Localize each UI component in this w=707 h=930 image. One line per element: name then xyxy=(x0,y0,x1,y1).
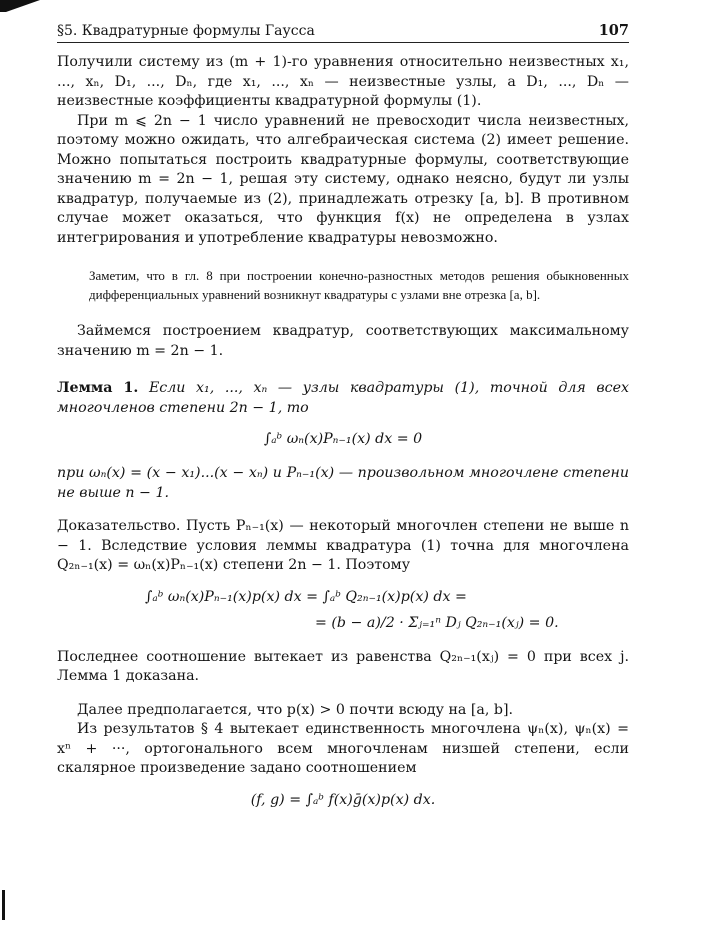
page-number: 107 xyxy=(598,22,629,39)
proof-conclusion: Последнее соотношение вытекает из равенства Q₂ₙ₋₁(xⱼ) = 0 при всех j. Лемма 1 доказана. xyxy=(57,648,629,684)
remark-note: Заметим, что в гл. 8 при построении конечно-разностных методов решения обыкновенных дифференциальных уравнений возникнут квадратуры с узлами вне отрезка [a, b]. xyxy=(89,268,629,302)
lemma-statement xyxy=(57,379,629,418)
inner-product-formula: (f, g) = ∫ₐᵇ f(x)ḡ(x)p(x) dx. xyxy=(250,791,436,808)
lemma-title: Лемма 1. xyxy=(57,380,139,396)
paragraph-equations-count: При m ⩽ 2n − 1 число уравнений не превосходит числа неизвестных, поэтому можно ожидать, что алгебраическая система (2) имеет решение. Можно попытаться построить квадратурные формулы, соответствующие значению m = 2n − 1, решая эту систему, однако неясно, будут ли узлы квадратур, получаемые из (2), принадлежать отрезку [a, b]. В противном случае может оказаться, что функция f(x) не определена в узлах интегрирования и употребление квадратуры невозможно. xyxy=(57,112,629,246)
paragraph-system: Получили систему из (m + 1)-го уравнения относительно неизвестных x₁, ..., xₙ, D₁, ..., Dₙ, где x₁, ..., xₙ — неизвестные узлы, а D₁, ..., Dₙ — неизвестные коэффициенты квадратурной формулы (1). xyxy=(57,54,629,109)
section-title: §5. Квадратурные формулы Гаусса xyxy=(57,23,315,39)
lemma-formula: ∫ₐᵇ ωₙ(x)Pₙ₋₁(x) dx = 0 xyxy=(263,431,423,447)
proof-formula-line-2: = (b − a)/2 · Σⱼ₌₁ⁿ Dⱼ Q₂ₙ₋₁(xⱼ) = 0. xyxy=(315,614,559,631)
scan-corner-mark xyxy=(0,0,40,12)
proof-text: Доказательство. Пусть Pₙ₋₁(x) — некоторый многочлен степени не выше n − 1. Вследствие условия леммы квадратура (1) точна для многочлена Q₂ₙ₋₁(x) = ωₙ(x)Pₙ₋₁(x) степени 2n − 1. Поэтому xyxy=(57,518,629,573)
proof-formula-line-1: ∫ₐᵇ ωₙ(x)Pₙ₋₁(x)p(x) dx = ∫ₐᵇ Q₂ₙ₋₁(x)p(x) dx = xyxy=(145,588,467,605)
lemma-text: Если x₁, ..., xₙ — узлы квадратуры (1), точной для всех многочленов степени 2n − 1, то xyxy=(57,380,629,416)
paragraph-orthogonal-polynomial: Из результатов § 4 вытекает единственность многочлена ψₙ(x), ψₙ(x) = xⁿ + ···, ортогонального всем многочленам низшей степени, если скалярное произведение задано соотношением xyxy=(57,721,629,776)
lemma-condition: при ωₙ(x) = (x − x₁)...(x − xₙ) и Pₙ₋₁(x) — произвольном многочлене степени не выше n − 1. xyxy=(57,465,629,501)
paragraph-positive-weight: Далее предполагается, что p(x) > 0 почти всюду на [a, b]. xyxy=(77,701,514,718)
book-page xyxy=(57,22,629,811)
paragraph-max-degree: Займемся построением квадратур, соответствующих максимальному значению m = 2n − 1. xyxy=(57,323,629,359)
running-header xyxy=(57,22,629,43)
scan-edge-mark xyxy=(2,890,5,920)
